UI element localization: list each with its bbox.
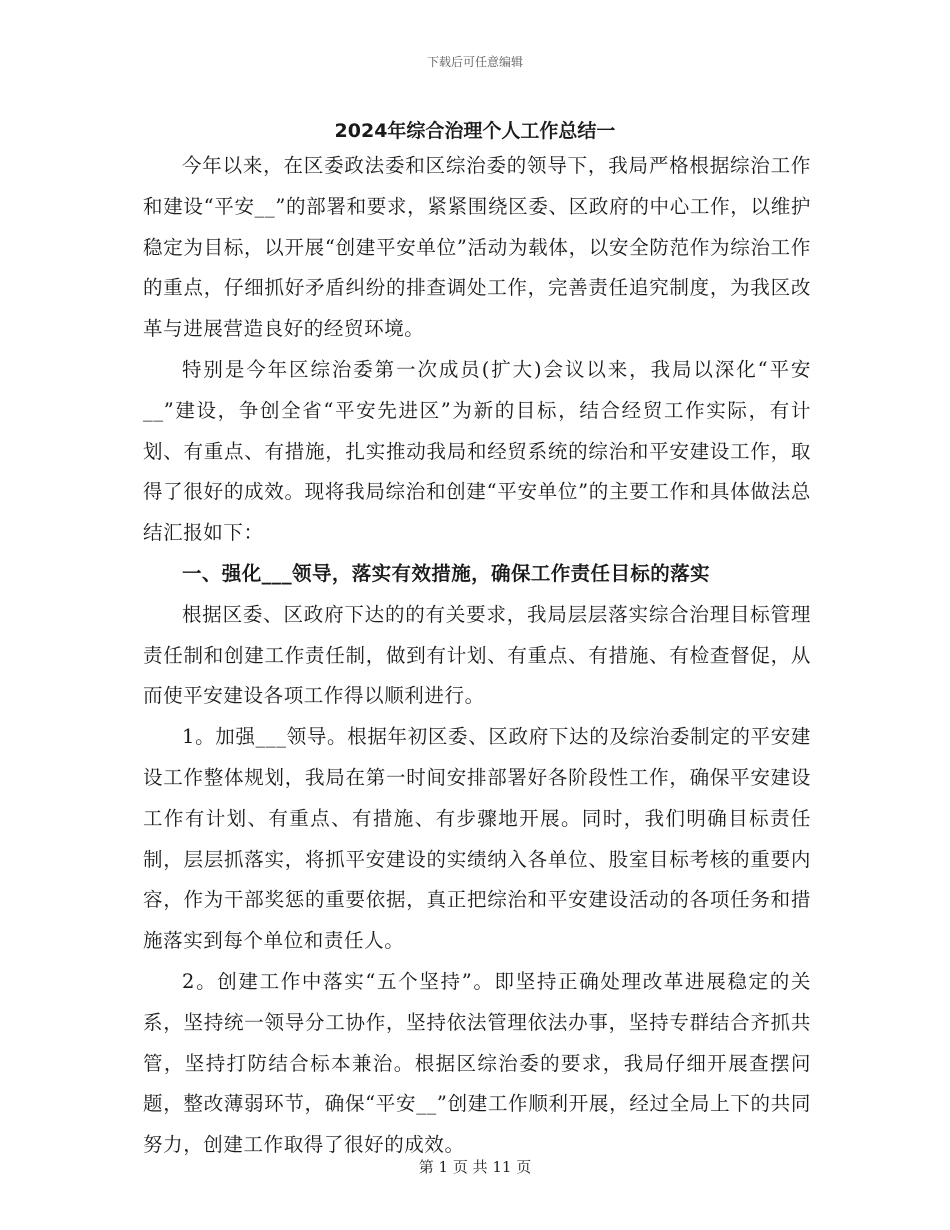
- document-body: [143, 146, 811, 1166]
- page-header-note: 下载后可任意编辑: [426, 55, 523, 69]
- paragraph-item-2: 2。创建工作中落实“五个坚持”。即坚持正确处理改革进展稳定的关系，坚持统一领导分工协作，坚持依法管理依法办事，坚持专群结合齐抓共管，坚持打防结合标本兼治。根据区综治委的要求，我局仔细开展查摆问题，整改薄弱环节，确保“平安__”创建工作顺利开展，经过全局上下的共同努力，创建工作取得了很好的成效。: [143, 969, 811, 1157]
- paragraph-section-1: 根据区委、区政府下达的的有关要求，我局层层落实综合治理目标管理责任制和创建工作责任制，做到有计划、有重点、有措施、有检查督促，从而使平安建设各项工作得以顺利进行。: [143, 602, 811, 708]
- section-heading-1: 一、强化___领导，落实有效措施，确保工作责任目标的落实: [182, 561, 710, 585]
- paragraph-summary: 特别是今年区综治委第一次成员(扩大)会议以来，我局以深化“平安__”建设，争创全省“平安先进区”为新的目标，结合经贸工作实际，有计划、有重点、有措施，扎实推动我局和经贸系统的综治和平安建设工作，取得了很好的成效。现将我局综治和创建“平安单位”的主要工作和具体做法总结汇报如下：: [143, 357, 811, 545]
- page-footer-number: 第 1 页 共 11 页: [418, 1158, 532, 1176]
- paragraph-intro: 今年以来，在区委政法委和区综治委的领导下，我局严格根据综治工作和建设“平安__”的部署和要求，紧紧围绕区委、区政府的中心工作，以维护稳定为目标，以开展“创建平安单位”活动为载体，以安全防范作为综治工作的重点，仔细抓好矛盾纠纷的排查调处工作，完善责任追究制度，为我区改革与进展营造良好的经贸环境。: [143, 154, 811, 341]
- document-title: 2024年综合治理个人工作总结一: [334, 120, 616, 142]
- paragraph-item-1: 1。加强___领导。根据年初区委、区政府下达的及综治委制定的平安建设工作整体规划，我局在第一时间安排部署好各阶段性工作，确保平安建设工作有计划、有重点、有措施、有步骤地开展。同时，我们明确目标责任制，层层抓落实，将抓平安建设的实绩纳入各单位、股室目标考核的重要内容，作为干部奖惩的重要依据，真正把综治和平安建设活动的各项任务和措施落实到每个单位和责任人。: [143, 725, 811, 953]
